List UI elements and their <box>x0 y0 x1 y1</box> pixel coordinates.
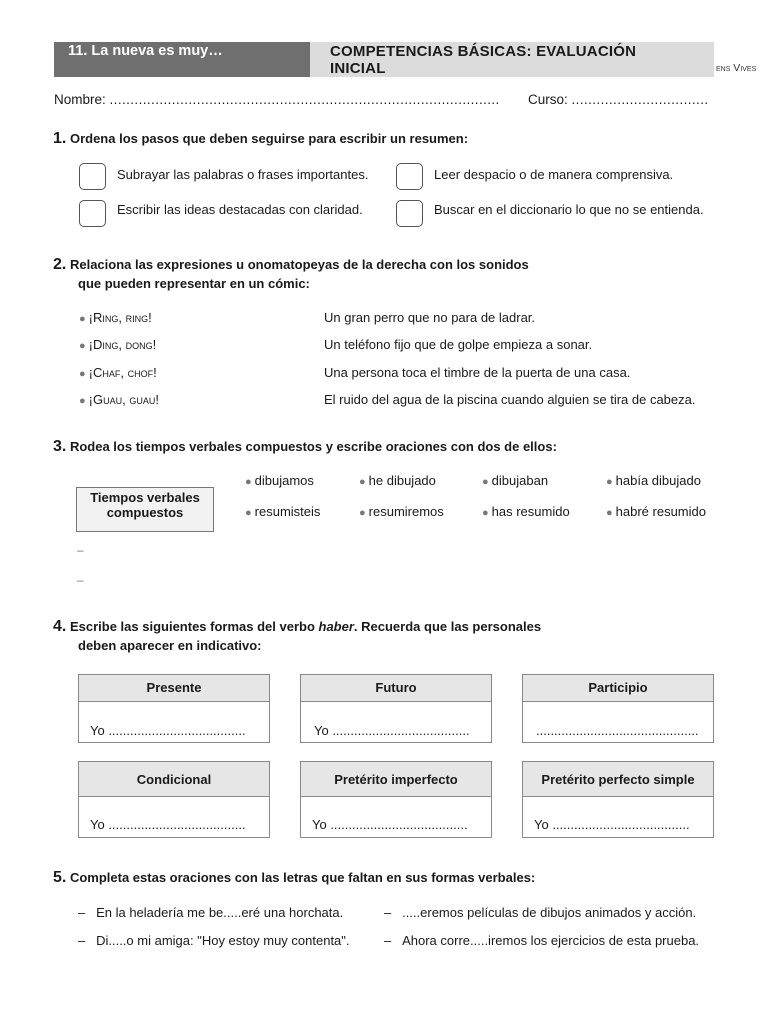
answer-line-1[interactable]: – <box>77 543 84 557</box>
name-label: Nombre: <box>54 92 106 107</box>
unit-title: 11. La nueva es muy… <box>54 42 310 77</box>
verb-table-answer[interactable]: ............................................. <box>536 723 699 738</box>
step-text-1: Subrayar las palabras o frases importantes. <box>117 167 369 182</box>
verb-table-answer[interactable]: Yo ...................................... <box>90 723 246 738</box>
onomatopoeia-item: ● ¡Ding, dong! <box>79 337 157 352</box>
question-3-prompt: 3. Rodea los tiempos verbales compuestos y escribe oraciones con dos de ellos: <box>53 438 557 455</box>
verb-table-header: Pretérito perfecto simple <box>523 762 713 797</box>
verb-table-answer[interactable]: Yo ...................................... <box>90 817 246 832</box>
verb-option[interactable]: ● dibujamos <box>245 473 314 488</box>
meaning-item: El ruido del agua de la piscina cuando alguien se tira de cabeza. <box>324 392 696 407</box>
order-checkbox-3[interactable] <box>79 200 106 227</box>
step-text-2: Leer despacio o de manera comprensiva. <box>434 167 674 182</box>
onomatopoeia-item: ● ¡Ring, ring! <box>79 310 152 325</box>
verb-table-answer[interactable]: Yo ...................................... <box>534 817 690 832</box>
answer-line-2[interactable]: – <box>77 573 84 587</box>
verb-option[interactable]: ● dibujaban <box>482 473 549 488</box>
sentence-item[interactable]: – .....eremos películas de dibujos animados y acción. <box>384 905 697 920</box>
question-1-prompt: 1. Ordena los pasos que deben seguirse para escribir un resumen: <box>53 130 469 147</box>
name-dots: .............................................................................................. <box>109 92 500 107</box>
section-title-line2: INICIAL <box>330 60 386 77</box>
verb-table-header: Presente <box>79 675 269 702</box>
verb-option[interactable]: ● has resumido <box>482 504 570 519</box>
verb-table-presente <box>78 674 270 743</box>
section-title <box>310 42 714 77</box>
verb-table-answer[interactable]: Yo ...................................... <box>312 817 468 832</box>
verb-table-answer[interactable]: Yo ...................................... <box>314 723 470 738</box>
course-dots: ................................. <box>571 92 709 107</box>
course-label: Curso: <box>528 92 568 107</box>
name-field[interactable] <box>54 92 500 107</box>
verb-table-header: Condicional <box>79 762 269 797</box>
compound-tenses-box: Tiempos verbales compuestos <box>76 487 214 532</box>
order-checkbox-1[interactable] <box>79 163 106 190</box>
onomatopoeia-item: ● ¡Guau, guau! <box>79 392 159 407</box>
sentence-item[interactable]: – Di.....o mi amiga: "Hoy estoy muy contenta". <box>78 933 350 948</box>
step-text-3: Escribir las ideas destacadas con claridad. <box>117 202 363 217</box>
question-4-prompt: 4. Escribe las siguientes formas del verbo haber. Recuerda que las personales <box>53 618 542 635</box>
order-checkbox-2[interactable] <box>396 163 423 190</box>
publisher-label: ens Vives <box>716 62 757 74</box>
verb-table-condicional <box>78 761 270 838</box>
verb-table-preterito-imperfecto <box>300 761 492 838</box>
question-4-prompt-line2: deben aparecer en indicativo: <box>78 638 262 653</box>
sentence-item[interactable]: – Ahora corre.....iremos los ejercicios de esta prueba. <box>384 933 700 948</box>
verb-option[interactable]: ● resumiremos <box>359 504 444 519</box>
verb-table-header: Futuro <box>301 675 491 702</box>
verb-option[interactable]: ● había dibujado <box>606 473 701 488</box>
meaning-item: Un gran perro que no para de ladrar. <box>324 310 536 325</box>
verb-table-header: Participio <box>523 675 713 702</box>
meaning-item: Una persona toca el timbre de la puerta de una casa. <box>324 365 631 380</box>
onomatopoeia-item: ● ¡Chaf, chof! <box>79 365 157 380</box>
verb-table-header: Pretérito imperfecto <box>301 762 491 797</box>
order-checkbox-4[interactable] <box>396 200 423 227</box>
step-text-4: Buscar en el diccionario lo que no se entienda. <box>434 202 704 217</box>
verb-option[interactable]: ● habré resumido <box>606 504 706 519</box>
section-title-line1: COMPETENCIAS BÁSICAS: EVALUACIÓN <box>330 43 637 60</box>
meaning-item: Un teléfono fijo que de golpe empieza a sonar. <box>324 337 593 352</box>
verb-table-futuro <box>300 674 492 743</box>
question-5-prompt: 5. Completa estas oraciones con las letras que faltan en sus formas verbales: <box>53 869 536 886</box>
course-field[interactable] <box>528 92 709 107</box>
verb-option[interactable]: ● resumisteis <box>245 504 321 519</box>
sentence-item[interactable]: – En la heladería me be.....eré una horchata. <box>78 905 344 920</box>
verb-table-preterito-perfecto-simple <box>522 761 714 838</box>
question-2-prompt: 2. Relaciona las expresiones u onomatopeyas de la derecha con los sonidos <box>53 256 529 273</box>
question-2-prompt-line2: que pueden representar en un cómic: <box>78 276 310 291</box>
verb-table-participio <box>522 674 714 743</box>
verb-option[interactable]: ● he dibujado <box>359 473 436 488</box>
